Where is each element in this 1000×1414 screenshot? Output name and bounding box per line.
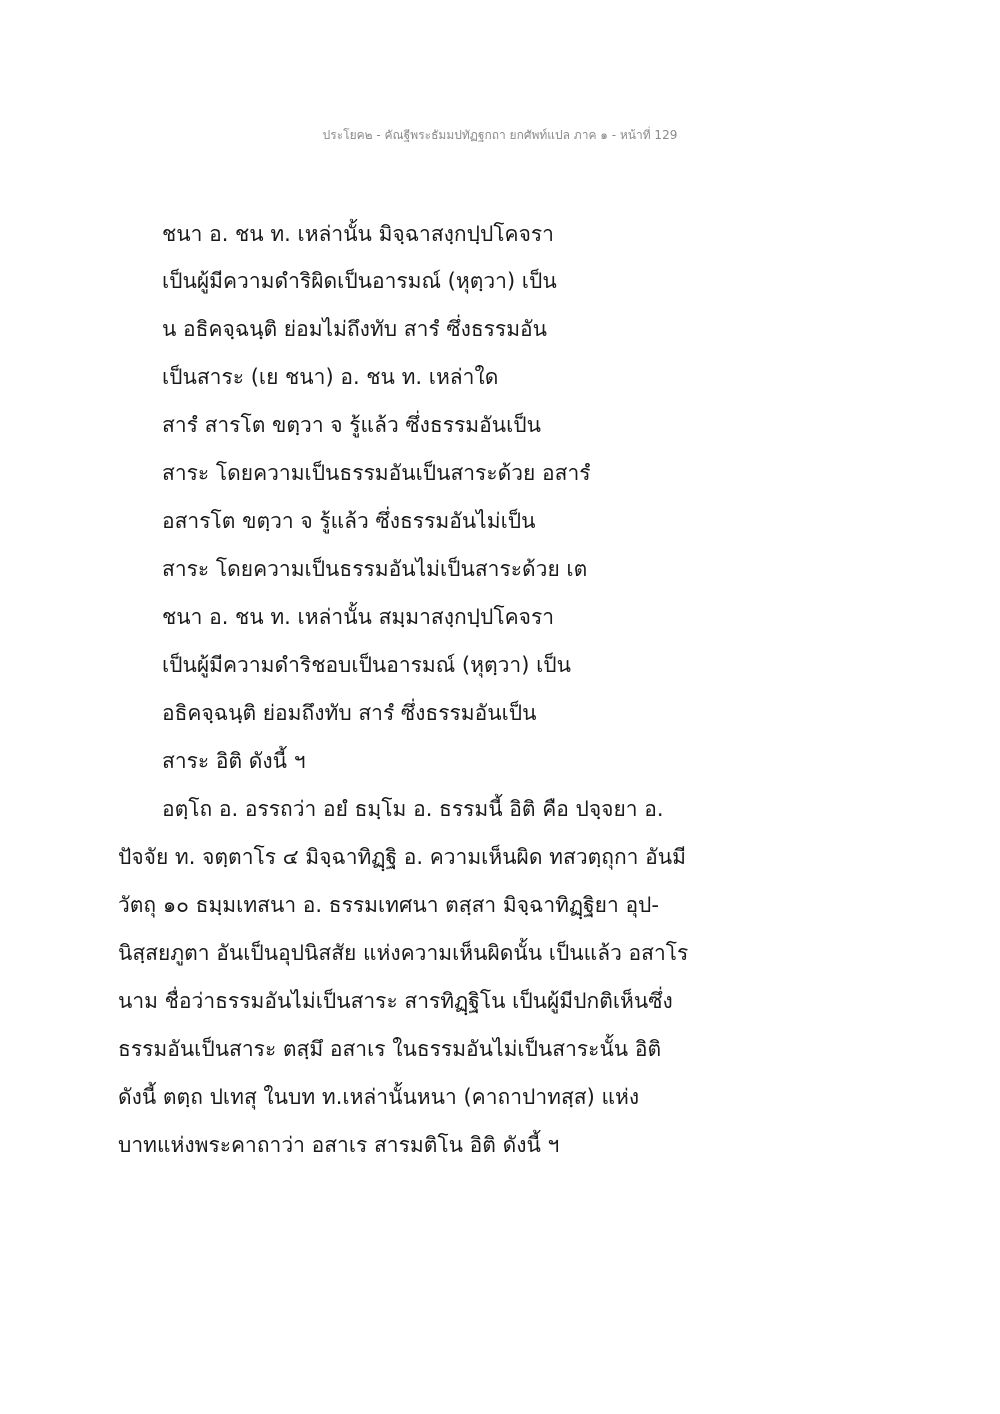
verse-line: สาระ โดยความเป็นธรรมอันเป็นสาระด้วย อสารํ [162,461,591,485]
verse-line: สารํ สารโต ขตฺวา จ รู้แล้ว ซึ่งธรรมอันเป็น [162,413,541,437]
commentary-line: นาม ชื่อว่าธรรมอันไม่เป็นสาระ สารทิฏฺฐิโน เป็นผู้มีปกติเห็นซึ่ง [118,989,673,1013]
verse-line: สาระ โดยความเป็นธรรมอันไม่เป็นสาระด้วย เต [162,557,588,581]
running-header: ประโยค๒ - คัณฐีพระธัมมปทัฏฐกถา ยกศัพท์แปล ภาค ๑ - หน้าที่ 129 [322,128,678,142]
commentary-line: ดังนี้ ตตฺถ ปเทสุ ในบท ท.เหล่านั้นหนา (คาถาปาทสฺส) แห่ง [118,1085,640,1109]
verse-line: อสารโต ขตฺวา จ รู้แล้ว ซึ่งธรรมอันไม่เป็น [162,509,536,533]
verse-line: เป็นผู้มีความดำริชอบเป็นอารมณ์ (หุตฺวา) เป็น [162,653,571,677]
verse-line: อธิคจฺฉนฺติ ย่อมถึงทับ สารํ ซึ่งธรรมอันเป็น [162,701,537,725]
commentary-line: วัตถุ ๑๐ ธมฺมเทสนา อ. ธรรมเทศนา ตสฺสา มิจฺฉาทิฏฺฐิยา อุป- [118,893,659,917]
commentary-line: ธรรมอันเป็นสาระ ตสฺมึ อสาเร ในธรรมอันไม่เป็นสาระนั้น อิติ [118,1037,662,1061]
verse-line: สาระ อิติ ดังนี้ ฯ [162,749,306,773]
commentary-line: ปัจจัย ท. จตฺตาโร ๔ มิจฺฉาทิฏฺฐิ อ. ความเห็นผิด ทสวตฺถุกา อันมี [118,845,686,869]
verse-line: เป็นผู้มีความดำริผิดเป็นอารมณ์ (หุตฺวา) เป็น [162,269,557,293]
commentary-line: อตฺโถ อ. อรรถว่า อยํ ธมฺโม อ. ธรรมนี้ อิติ คือ ปจฺจยา อ. [162,797,664,821]
verse-line: เป็นสาระ (เย ชนา) อ. ชน ท. เหล่าใด [162,365,499,389]
commentary-line: นิสฺสยภูตา อันเป็นอุปนิสสัย แห่งความเห็นผิดนั้น เป็นแล้ว อสาโร [118,941,689,965]
verse-line: น อธิคจฺฉนฺติ ย่อมไม่ถึงทับ สารํ ซึ่งธรรมอัน [162,317,548,341]
commentary-line: บาทแห่งพระคาถาว่า อสาเร สารมติโน อิติ ดังนี้ ฯ [118,1133,560,1157]
verse-line: ชนา อ. ชน ท. เหล่านั้น มิจฺฉาสงฺกปฺปโคจรา [162,222,554,246]
verse-line: ชนา อ. ชน ท. เหล่านั้น สมฺมาสงฺกปฺปโคจรา [162,605,555,629]
